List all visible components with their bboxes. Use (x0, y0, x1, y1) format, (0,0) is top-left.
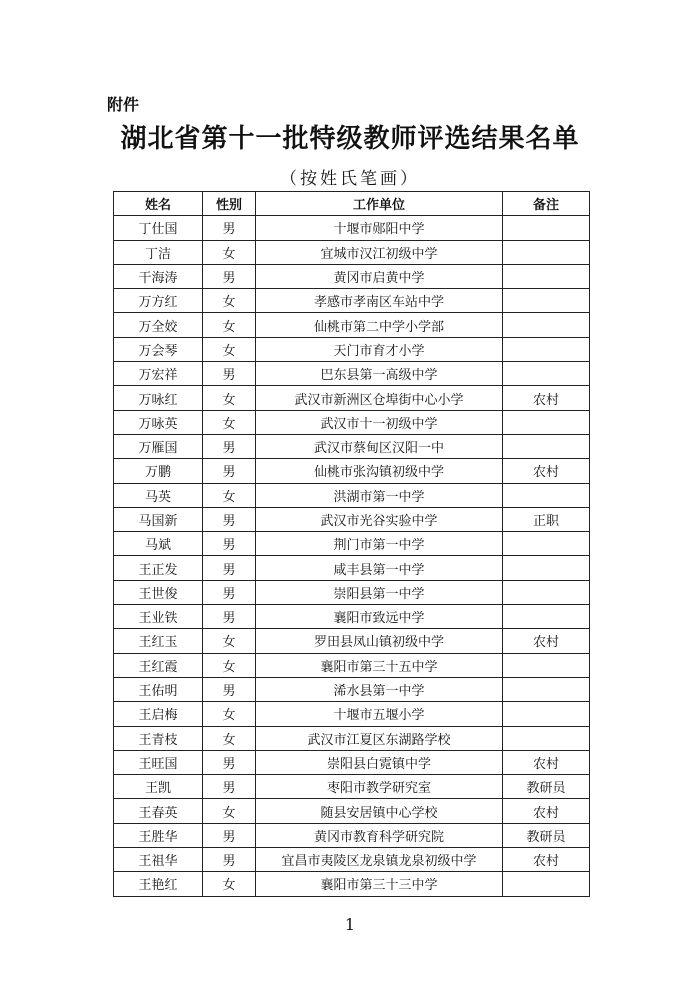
table-row (114, 872, 590, 896)
table-row (114, 362, 590, 386)
cell-unit: 崇阳县第一中学 (256, 580, 503, 604)
cell-unit: 襄阳市第三十三中学 (256, 872, 503, 896)
cell-sex: 男 (203, 677, 256, 701)
cell-sex: 男 (203, 848, 256, 872)
cell-unit: 武汉市新洲区仓埠街中心小学 (256, 386, 503, 410)
cell-sex: 女 (203, 799, 256, 823)
cell-sex: 男 (203, 750, 256, 774)
table-header-row (114, 192, 590, 216)
column-header-name: 姓名 (114, 192, 203, 216)
cell-name: 王艳红 (114, 872, 203, 896)
cell-unit: 随县安居镇中心学校 (256, 799, 503, 823)
cell-name: 万宏祥 (114, 362, 203, 386)
cell-unit: 武汉市十一初级中学 (256, 410, 503, 434)
cell-sex: 男 (203, 507, 256, 531)
table-row (114, 556, 590, 580)
cell-unit: 宜城市汉江初级中学 (256, 240, 503, 264)
column-header-sex: 性别 (203, 192, 256, 216)
cell-sex: 男 (203, 362, 256, 386)
table-row (114, 726, 590, 750)
cell-sex: 男 (203, 823, 256, 847)
table-row (114, 677, 590, 701)
cell-sex: 女 (203, 653, 256, 677)
cell-note (503, 580, 590, 604)
table-row (114, 532, 590, 556)
cell-note: 农村 (503, 629, 590, 653)
teacher-list-table (113, 191, 590, 897)
cell-sex: 男 (203, 434, 256, 458)
cell-note (503, 337, 590, 361)
page-number: 1 (344, 915, 356, 934)
cell-unit: 十堰市郧阳中学 (256, 216, 503, 240)
cell-unit: 宜昌市夷陵区龙泉镇龙泉初级中学 (256, 848, 503, 872)
cell-unit: 浠水县第一中学 (256, 677, 503, 701)
cell-sex: 男 (203, 532, 256, 556)
cell-name: 王业铁 (114, 605, 203, 629)
cell-name: 万咏红 (114, 386, 203, 410)
table-row (114, 580, 590, 604)
table-row (114, 848, 590, 872)
cell-name: 王青枝 (114, 726, 203, 750)
cell-unit: 仙桃市张沟镇初级中学 (256, 459, 503, 483)
table-row (114, 483, 590, 507)
cell-name: 万会琴 (114, 337, 203, 361)
cell-note: 农村 (503, 799, 590, 823)
cell-unit: 天门市育才小学 (256, 337, 503, 361)
cell-note (503, 434, 590, 458)
cell-sex: 女 (203, 629, 256, 653)
cell-note (503, 677, 590, 701)
cell-unit: 枣阳市教学研究室 (256, 775, 503, 799)
cell-sex: 男 (203, 605, 256, 629)
table-row (114, 702, 590, 726)
table-row (114, 434, 590, 458)
cell-note: 农村 (503, 459, 590, 483)
cell-sex: 男 (203, 459, 256, 483)
cell-unit: 黄冈市教育科学研究院 (256, 823, 503, 847)
cell-name: 干海涛 (114, 264, 203, 288)
table-row (114, 605, 590, 629)
table-row (114, 750, 590, 774)
cell-name: 王春英 (114, 799, 203, 823)
table-row (114, 264, 590, 288)
table-row (114, 386, 590, 410)
attachment-label: 附件 (107, 95, 140, 114)
cell-sex: 女 (203, 483, 256, 507)
cell-name: 王祖华 (114, 848, 203, 872)
cell-unit: 黄冈市启黄中学 (256, 264, 503, 288)
cell-unit: 襄阳市致远中学 (256, 605, 503, 629)
cell-unit: 襄阳市第三十五中学 (256, 653, 503, 677)
cell-note (503, 653, 590, 677)
cell-unit: 十堰市五堰小学 (256, 702, 503, 726)
cell-name: 马国新 (114, 507, 203, 531)
cell-name: 王红霞 (114, 653, 203, 677)
cell-name: 万雁国 (114, 434, 203, 458)
cell-note (503, 410, 590, 434)
cell-sex: 女 (203, 337, 256, 361)
cell-sex: 女 (203, 313, 256, 337)
cell-name: 马英 (114, 483, 203, 507)
cell-unit: 武汉市江夏区东湖路学校 (256, 726, 503, 750)
cell-name: 丁仕国 (114, 216, 203, 240)
table-body (114, 216, 590, 896)
cell-unit: 武汉市光谷实验中学 (256, 507, 503, 531)
cell-note (503, 556, 590, 580)
cell-note: 正职 (503, 507, 590, 531)
cell-name: 王胜华 (114, 823, 203, 847)
cell-name: 王世俊 (114, 580, 203, 604)
cell-note (503, 872, 590, 896)
cell-unit: 洪湖市第一中学 (256, 483, 503, 507)
cell-name: 王佑明 (114, 677, 203, 701)
table-row (114, 313, 590, 337)
cell-unit: 咸丰县第一中学 (256, 556, 503, 580)
document-subtitle: （按姓氏笔画） (280, 169, 420, 189)
cell-sex: 女 (203, 726, 256, 750)
cell-unit: 仙桃市第二中学小学部 (256, 313, 503, 337)
cell-name: 万鹏 (114, 459, 203, 483)
cell-sex: 女 (203, 410, 256, 434)
cell-name: 丁洁 (114, 240, 203, 264)
cell-note (503, 240, 590, 264)
cell-note (503, 289, 590, 313)
cell-note: 教研员 (503, 823, 590, 847)
cell-note (503, 605, 590, 629)
cell-unit: 巴东县第一高级中学 (256, 362, 503, 386)
cell-name: 万方红 (114, 289, 203, 313)
cell-note: 农村 (503, 750, 590, 774)
table-row (114, 337, 590, 361)
document-title: 湖北省第十一批特级教师评选结果名单 (120, 124, 580, 154)
cell-note: 农村 (503, 848, 590, 872)
cell-unit: 崇阳县白霓镇中学 (256, 750, 503, 774)
cell-sex: 女 (203, 872, 256, 896)
cell-note: 农村 (503, 386, 590, 410)
cell-note (503, 702, 590, 726)
column-header-note: 备注 (503, 192, 590, 216)
cell-name: 王凯 (114, 775, 203, 799)
cell-sex: 女 (203, 289, 256, 313)
cell-note (503, 726, 590, 750)
cell-name: 王启梅 (114, 702, 203, 726)
table-row (114, 216, 590, 240)
cell-note (503, 483, 590, 507)
cell-name: 王红玉 (114, 629, 203, 653)
cell-name: 马斌 (114, 532, 203, 556)
cell-note (503, 216, 590, 240)
table-row (114, 289, 590, 313)
table-row (114, 507, 590, 531)
cell-name: 万咏英 (114, 410, 203, 434)
cell-note: 教研员 (503, 775, 590, 799)
table-row (114, 823, 590, 847)
cell-sex: 男 (203, 775, 256, 799)
cell-note (503, 532, 590, 556)
cell-note (503, 264, 590, 288)
cell-unit: 武汉市蔡甸区汉阳一中 (256, 434, 503, 458)
table-row (114, 410, 590, 434)
cell-note (503, 313, 590, 337)
cell-sex: 男 (203, 264, 256, 288)
table-row (114, 799, 590, 823)
cell-sex: 女 (203, 386, 256, 410)
table-row (114, 775, 590, 799)
cell-sex: 男 (203, 580, 256, 604)
table-row (114, 653, 590, 677)
cell-sex: 女 (203, 702, 256, 726)
cell-note (503, 362, 590, 386)
table-row (114, 629, 590, 653)
table-row (114, 459, 590, 483)
cell-unit: 罗田县凤山镇初级中学 (256, 629, 503, 653)
cell-unit: 孝感市孝南区车站中学 (256, 289, 503, 313)
cell-name: 王正发 (114, 556, 203, 580)
column-header-unit: 工作单位 (256, 192, 503, 216)
table-row (114, 240, 590, 264)
cell-name: 王旺国 (114, 750, 203, 774)
cell-unit: 荆门市第一中学 (256, 532, 503, 556)
cell-sex: 男 (203, 556, 256, 580)
cell-name: 万全姣 (114, 313, 203, 337)
cell-sex: 男 (203, 216, 256, 240)
cell-sex: 女 (203, 240, 256, 264)
